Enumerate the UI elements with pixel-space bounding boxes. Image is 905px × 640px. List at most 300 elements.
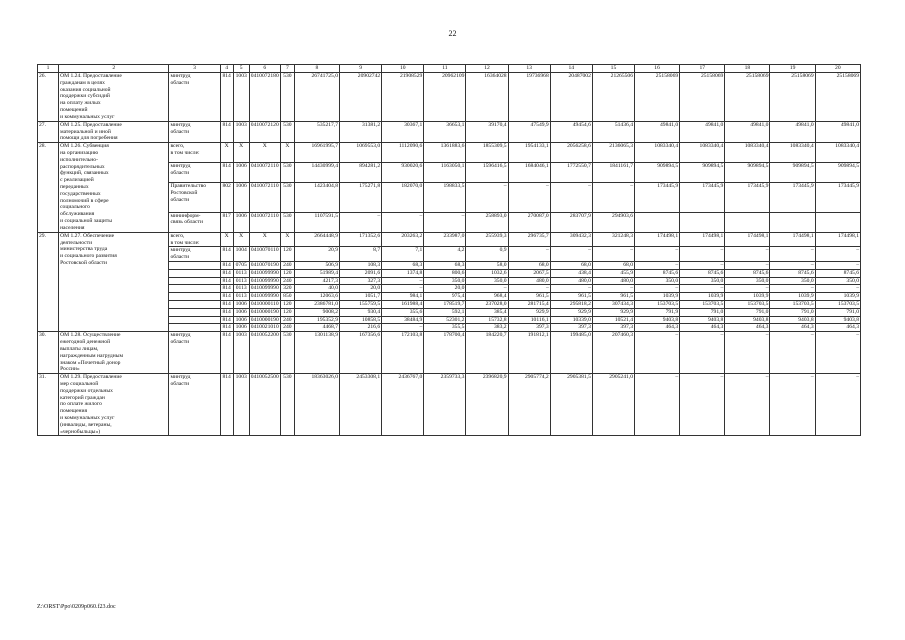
code-cell: 240 xyxy=(280,324,294,332)
code-cell: Х xyxy=(233,143,249,163)
value-cell: 38484,9 xyxy=(382,316,424,324)
column-number-cell: 6 xyxy=(249,65,280,73)
value-cell: 153703,5 xyxy=(815,301,860,309)
value-cell: 2453308,1 xyxy=(340,374,382,436)
value-cell: – xyxy=(680,261,725,269)
value-cell xyxy=(725,212,770,232)
value-cell: 350,0 xyxy=(680,277,725,285)
value-cell: 108,3 xyxy=(340,261,382,269)
value-cell: 984,1 xyxy=(382,293,424,301)
value-cell: – xyxy=(424,212,466,232)
code-cell: 0410070110 xyxy=(249,247,280,262)
value-cell: 930,4 xyxy=(340,308,382,316)
value-cell: 21265506 xyxy=(592,73,634,122)
value-cell: – xyxy=(382,324,424,332)
value-cell: 909894,5 xyxy=(770,163,815,183)
value-cell: – xyxy=(725,285,770,293)
value-cell: 1051,7 xyxy=(340,293,382,301)
code-cell: 814 xyxy=(220,269,233,277)
value-cell: – xyxy=(725,332,770,374)
value-cell: – xyxy=(508,183,550,212)
code-cell: 814 xyxy=(220,293,233,301)
value-cell: 383,2 xyxy=(466,324,508,332)
column-number-cell: 18 xyxy=(725,65,770,73)
executor-cell xyxy=(169,277,220,285)
table-row xyxy=(38,332,861,374)
value-cell: 909894,5 xyxy=(725,163,770,183)
value-cell: 1083340,4 xyxy=(680,143,725,163)
value-cell: – xyxy=(680,285,725,293)
code-cell: 0410099990 xyxy=(250,293,279,300)
value-cell: 173445,9 xyxy=(815,183,860,212)
value-cell: 203263,2 xyxy=(382,232,424,247)
code-cell: 0410099990 xyxy=(250,277,279,284)
value-cell: 25158069 xyxy=(770,73,815,122)
budget-table xyxy=(37,64,861,436)
value-cell: – xyxy=(725,374,770,436)
value-cell: 1423404,8 xyxy=(294,183,339,212)
value-cell: 929,9 xyxy=(592,308,634,316)
value-cell: 174498,1 xyxy=(635,232,680,247)
code-cell: 120 xyxy=(280,269,294,277)
value-cell: 20,9 xyxy=(294,247,339,262)
value-cell: – xyxy=(340,212,382,232)
value-cell: – xyxy=(680,332,725,374)
value-cell: 25158069 xyxy=(680,73,725,122)
value-cell: 270087,0 xyxy=(508,212,550,232)
value-cell: 9403,8 xyxy=(815,316,860,324)
value-cell: 909894,5 xyxy=(635,163,680,183)
value-cell: – xyxy=(635,374,680,436)
code-cell: 1006 xyxy=(233,212,249,232)
value-cell: 8745,6 xyxy=(635,269,680,277)
activity-name-cell: ОМ 1.24. Предоставление гражданам в целях оказания социальной поддержки субсидий на оплату жилых помещений и коммунальных услуг xyxy=(59,73,169,122)
value-cell xyxy=(635,212,680,232)
value-cell: – xyxy=(635,332,680,374)
value-cell: 255939,3 xyxy=(466,232,508,247)
value-cell: 8745,6 xyxy=(680,269,725,277)
value-cell: 1301138,9 xyxy=(294,332,339,374)
value-cell: 791,0 xyxy=(680,308,725,316)
value-cell: 178700,4 xyxy=(424,332,466,374)
column-number-cell: 5 xyxy=(233,65,249,73)
value-cell: 8,7 xyxy=(340,247,382,262)
value-cell: – xyxy=(382,285,424,293)
value-cell: 51436,4 xyxy=(592,121,634,142)
value-cell: 480,0 xyxy=(550,277,592,285)
value-cell: 237028,0 xyxy=(466,301,508,309)
value-cell: – xyxy=(508,247,550,262)
value-cell: – xyxy=(680,374,725,436)
activity-name-cell: ОМ 1.25. Предоставление материальной и иной помощи для погребения xyxy=(59,121,169,142)
value-cell: 296735,7 xyxy=(508,232,550,247)
column-number-cell: 12 xyxy=(466,65,508,73)
value-cell: 2905381,5 xyxy=(550,374,592,436)
value-cell: 1596416,5 xyxy=(466,163,508,183)
value-cell: 506,9 xyxy=(294,261,339,269)
value-cell: 464,3 xyxy=(635,324,680,332)
code-cell: 0410072110 xyxy=(249,183,280,212)
value-cell: 1083340,4 xyxy=(635,143,680,163)
value-cell: – xyxy=(466,285,508,293)
code-cell: 530 xyxy=(280,374,294,436)
value-cell: 258893,0 xyxy=(466,212,508,232)
value-cell: 68,0 xyxy=(592,261,634,269)
value-cell: 174498,1 xyxy=(770,232,815,247)
value-cell: 4,2 xyxy=(424,247,466,262)
code-cell: 0113 xyxy=(233,285,249,293)
value-cell: 173445,9 xyxy=(635,183,680,212)
value-cell: – xyxy=(592,285,634,293)
value-cell: 195352,9 xyxy=(294,316,339,324)
value-cell: 1684046,1 xyxy=(508,163,550,183)
code-cell: 814 xyxy=(220,163,233,183)
code-cell: 814 xyxy=(220,324,233,332)
value-cell: 2396820,9 xyxy=(466,374,508,436)
value-cell: 4468,7 xyxy=(294,324,339,332)
executor-cell: минтруд области xyxy=(169,121,220,142)
code-cell: 120 xyxy=(280,301,294,309)
value-cell: – xyxy=(635,247,680,262)
code-cell: 0410000190 xyxy=(250,308,279,315)
code-cell: 320 xyxy=(280,285,294,293)
value-cell: 49841,0 xyxy=(680,121,725,142)
value-cell: 295818,2 xyxy=(550,301,592,309)
value-cell: 791,9 xyxy=(635,308,680,316)
code-cell: 240 xyxy=(280,261,294,269)
value-cell: 10339,0 xyxy=(550,316,592,324)
code-cell: 814 xyxy=(220,121,233,142)
value-cell: 1374,8 xyxy=(382,269,424,277)
value-cell: 397,3 xyxy=(508,324,550,332)
value-cell: 16364028 xyxy=(466,73,508,122)
value-cell: 327,3 xyxy=(340,277,382,285)
value-cell: 975,4 xyxy=(424,293,466,301)
executor-cell: всего, в том числе: xyxy=(169,143,220,163)
executor-cell xyxy=(169,308,220,316)
column-number-cell: 8 xyxy=(294,65,339,73)
value-cell xyxy=(770,212,815,232)
value-cell: 39170,4 xyxy=(466,121,508,142)
column-number-cell: 13 xyxy=(508,65,550,73)
value-cell: 19736968 xyxy=(508,73,550,122)
activity-name-cell: ОМ 1.28. Осуществление ежегодной денежной выплаты лицам, награжденным нагрудным знаком «Почетный донор России» xyxy=(59,332,169,374)
code-cell: 814 xyxy=(220,301,233,309)
value-cell: 49841,0 xyxy=(815,121,860,142)
value-cell: 1112090,6 xyxy=(382,143,424,163)
value-cell: 4217,3 xyxy=(294,277,339,285)
value-cell: 174498,1 xyxy=(725,232,770,247)
value-cell: 233987,0 xyxy=(424,232,466,247)
code-cell: 814 xyxy=(220,73,233,122)
value-cell: 191812,1 xyxy=(508,332,550,374)
value-cell: 894281,2 xyxy=(340,163,382,183)
value-cell: 9403,8 xyxy=(770,316,815,324)
code-cell: Х xyxy=(220,143,233,163)
value-cell: – xyxy=(592,183,634,212)
code-cell: 1003 xyxy=(233,73,249,122)
column-number-cell: 4 xyxy=(220,65,233,73)
executor-cell: минтруд области xyxy=(169,374,220,436)
column-number-cell: 17 xyxy=(680,65,725,73)
value-cell: 68,3 xyxy=(382,261,424,269)
code-cell: 0410072180 xyxy=(249,73,280,122)
value-cell: – xyxy=(815,374,860,436)
table-row xyxy=(38,232,861,247)
value-cell: – xyxy=(725,261,770,269)
executor-cell xyxy=(169,301,220,309)
code-cell: 814 xyxy=(220,316,233,324)
value-cell: 9403,8 xyxy=(725,316,770,324)
value-cell: 174498,1 xyxy=(680,232,725,247)
value-cell: 307434,3 xyxy=(592,301,634,309)
value-cell: 464,3 xyxy=(680,324,725,332)
value-cell: 961,5 xyxy=(550,293,592,301)
value-cell: 25158069 xyxy=(815,73,860,122)
column-number-cell: 16 xyxy=(635,65,680,73)
value-cell: 350,0 xyxy=(635,277,680,285)
column-number-cell: 3 xyxy=(169,65,220,73)
value-cell: – xyxy=(815,247,860,262)
column-number-cell: 19 xyxy=(770,65,815,73)
value-cell: 930020,6 xyxy=(382,163,424,183)
value-cell: – xyxy=(382,277,424,285)
value-cell: 15732,8 xyxy=(466,316,508,324)
code-cell: 0410072110 xyxy=(249,163,280,183)
column-number-cell: 10 xyxy=(382,65,424,73)
value-cell: 0,9 xyxy=(466,247,508,262)
code-cell: 814 xyxy=(220,308,233,316)
code-cell: 814 xyxy=(220,285,233,293)
value-cell: 480,0 xyxy=(592,277,634,285)
row-number-cell: 27. xyxy=(38,121,59,142)
activity-name-cell: ОМ 1.29. Предоставление мер социальной поддержки отдельных категорий граждан по оплате жилого помещения и коммунальных услуг (инвалиды, ветераны, «чернобыльцы») xyxy=(59,374,169,436)
code-cell: 0410070190 xyxy=(250,261,279,268)
executor-cell: минтруд области xyxy=(169,163,220,183)
code-cell: Х xyxy=(280,232,294,247)
code-cell: 240 xyxy=(280,316,294,324)
code-cell: 814 xyxy=(220,261,233,269)
value-cell: 2436767,0 xyxy=(382,374,424,436)
column-number-cell: 7 xyxy=(280,65,294,73)
column-number-row xyxy=(38,65,861,73)
code-cell: 0410099990 xyxy=(250,285,279,292)
value-cell: 40,0 xyxy=(294,285,339,293)
value-cell: 20487002 xyxy=(550,73,592,122)
value-cell: 464,3 xyxy=(815,324,860,332)
value-cell: – xyxy=(382,212,424,232)
value-cell: 68,0 xyxy=(508,261,550,269)
value-cell: – xyxy=(815,261,860,269)
value-cell: 1039,9 xyxy=(815,293,860,301)
value-cell: 199485,0 xyxy=(550,332,592,374)
code-cell: 120 xyxy=(280,247,294,262)
value-cell: 281715,4 xyxy=(508,301,550,309)
code-cell: 0410072120 xyxy=(249,121,280,142)
code-cell: 530 xyxy=(280,212,294,232)
value-cell: 2359733,3 xyxy=(424,374,466,436)
executor-cell xyxy=(169,261,220,269)
value-cell: 350,0 xyxy=(725,277,770,285)
executor-cell: мининформ- связь области xyxy=(169,212,220,232)
column-number-cell: 20 xyxy=(815,65,860,73)
value-cell: – xyxy=(770,247,815,262)
value-cell: 25158069 xyxy=(725,73,770,122)
value-cell: 25158069 xyxy=(635,73,680,122)
value-cell: 198833,5 xyxy=(424,183,466,212)
code-cell: Х xyxy=(249,232,280,247)
value-cell: 968,4 xyxy=(466,293,508,301)
value-cell: 480,0 xyxy=(508,277,550,285)
code-cell: 1006 xyxy=(233,324,249,332)
code-cell: 1006 xyxy=(233,308,249,316)
value-cell: 1083340,4 xyxy=(725,143,770,163)
code-cell: 0113 xyxy=(233,269,249,277)
code-cell: 814 xyxy=(220,277,233,285)
table-row xyxy=(38,374,861,436)
code-cell: 120 xyxy=(280,308,294,316)
column-number-cell: 14 xyxy=(550,65,592,73)
value-cell: 535217,7 xyxy=(294,121,339,142)
value-cell: – xyxy=(635,261,680,269)
row-number-cell: 26. xyxy=(38,73,59,122)
code-cell: 1006 xyxy=(233,301,249,309)
value-cell: 173445,9 xyxy=(770,183,815,212)
value-cell: 9403,8 xyxy=(680,316,725,324)
activity-name-cell: ОМ 1.27. Обеспечение деятельности министерства труда и социального развития Ростовской области xyxy=(59,232,169,332)
value-cell: 216,6 xyxy=(340,324,382,332)
value-cell: 8745,6 xyxy=(815,269,860,277)
value-cell: 309432,3 xyxy=(550,232,592,247)
code-cell: 530 xyxy=(280,121,294,142)
code-cell: 0410099990 xyxy=(250,269,279,276)
value-cell: – xyxy=(725,247,770,262)
value-cell: 8745,6 xyxy=(770,269,815,277)
value-cell: 10116,1 xyxy=(508,316,550,324)
code-cell: 0113 xyxy=(233,277,249,285)
value-cell: 464,3 xyxy=(770,324,815,332)
value-cell: 385,4 xyxy=(466,308,508,316)
value-cell: 47549,9 xyxy=(508,121,550,142)
value-cell: 350,0 xyxy=(815,277,860,285)
value-cell: 7,1 xyxy=(382,247,424,262)
table-row xyxy=(38,143,861,163)
value-cell: 1039,9 xyxy=(635,293,680,301)
column-number-cell: 1 xyxy=(38,65,59,73)
value-cell: 791,0 xyxy=(770,308,815,316)
value-cell: 1772550,7 xyxy=(550,163,592,183)
value-cell: 16961995,7 xyxy=(294,143,339,163)
code-cell: 814 xyxy=(220,332,233,374)
executor-cell: Правительство Ростовской области xyxy=(169,183,220,212)
value-cell: – xyxy=(550,183,592,212)
value-cell: 1361883,6 xyxy=(424,143,466,163)
value-cell: 2136065,3 xyxy=(592,143,634,163)
code-cell: 1003 xyxy=(233,332,249,374)
value-cell: 2905774,2 xyxy=(508,374,550,436)
value-cell: 26741725,0 xyxy=(294,73,339,122)
executor-cell xyxy=(169,285,220,293)
value-cell: 350,0 xyxy=(424,277,466,285)
executor-cell: минтруд области xyxy=(169,332,220,374)
activity-name-cell: ОМ 1.26. Субвенция на организацию исполнительно- распорядительных функций, связанных с реализацией переданных государственных полномочий в сфере социального обслуживания и социальной защиты населения xyxy=(59,143,169,233)
value-cell: 961,5 xyxy=(508,293,550,301)
value-cell: 294903,6 xyxy=(592,212,634,232)
code-cell: 1003 xyxy=(233,374,249,436)
value-cell: 1032,6 xyxy=(466,269,508,277)
value-cell: – xyxy=(770,285,815,293)
value-cell: 909894,5 xyxy=(680,163,725,183)
code-cell: 1004 xyxy=(233,247,249,262)
code-cell: 0705 xyxy=(233,261,249,269)
value-cell: – xyxy=(770,332,815,374)
value-cell: 1039,9 xyxy=(680,293,725,301)
value-cell: – xyxy=(550,285,592,293)
code-cell: 530 xyxy=(280,73,294,122)
code-cell: 1006 xyxy=(233,183,249,212)
code-cell: 814 xyxy=(220,374,233,436)
value-cell: 49841,0 xyxy=(725,121,770,142)
value-cell: 174498,1 xyxy=(815,232,860,247)
value-cell: – xyxy=(815,285,860,293)
value-cell: – xyxy=(550,247,592,262)
value-cell: 455,9 xyxy=(592,269,634,277)
value-cell: 397,3 xyxy=(550,324,592,332)
value-cell: 2067,5 xyxy=(508,269,550,277)
value-cell: 355,6 xyxy=(382,308,424,316)
value-cell: 21908529 xyxy=(382,73,424,122)
value-cell: 52301,2 xyxy=(424,316,466,324)
value-cell: – xyxy=(592,247,634,262)
value-cell: 49454,6 xyxy=(550,121,592,142)
value-cell: 355,5 xyxy=(424,324,466,332)
value-cell: 1039,9 xyxy=(770,293,815,301)
code-cell: 0410072110 xyxy=(249,212,280,232)
executor-cell xyxy=(169,269,220,277)
value-cell: 9403,8 xyxy=(635,316,680,324)
code-cell: 0410000110 xyxy=(250,301,279,307)
row-number-cell: 30. xyxy=(38,332,59,374)
value-cell: 1069553,0 xyxy=(340,143,382,163)
value-cell: 155759,5 xyxy=(340,301,382,309)
value-cell: 178519,7 xyxy=(424,301,466,309)
value-cell: 791,0 xyxy=(725,308,770,316)
row-number-cell: 29. xyxy=(38,232,59,332)
column-number-cell: 9 xyxy=(340,65,382,73)
value-cell: 10521,4 xyxy=(592,316,634,324)
value-cell: 350,0 xyxy=(466,277,508,285)
code-cell: 850 xyxy=(280,293,294,301)
row-number-cell: 28. xyxy=(38,143,59,233)
code-cell: 0410052200 xyxy=(249,332,280,374)
value-cell: 36653,1 xyxy=(424,121,466,142)
value-cell: 283707,9 xyxy=(550,212,592,232)
value-cell: 800,6 xyxy=(424,269,466,277)
code-cell: 0113 xyxy=(233,293,249,301)
value-cell: 20,0 xyxy=(340,285,382,293)
value-cell: 929,9 xyxy=(550,308,592,316)
executor-cell: минтруд области xyxy=(169,73,220,122)
value-cell: 12063,6 xyxy=(294,293,339,301)
executor-cell: всего, в том числе: xyxy=(169,232,220,247)
value-cell: 2905241,0 xyxy=(592,374,634,436)
value-cell: 1841161,7 xyxy=(592,163,634,183)
value-cell: 350,0 xyxy=(770,277,815,285)
value-cell: 1083340,4 xyxy=(770,143,815,163)
value-cell: 172103,8 xyxy=(382,332,424,374)
value-cell: 791,0 xyxy=(815,308,860,316)
value-cell: 961,5 xyxy=(592,293,634,301)
